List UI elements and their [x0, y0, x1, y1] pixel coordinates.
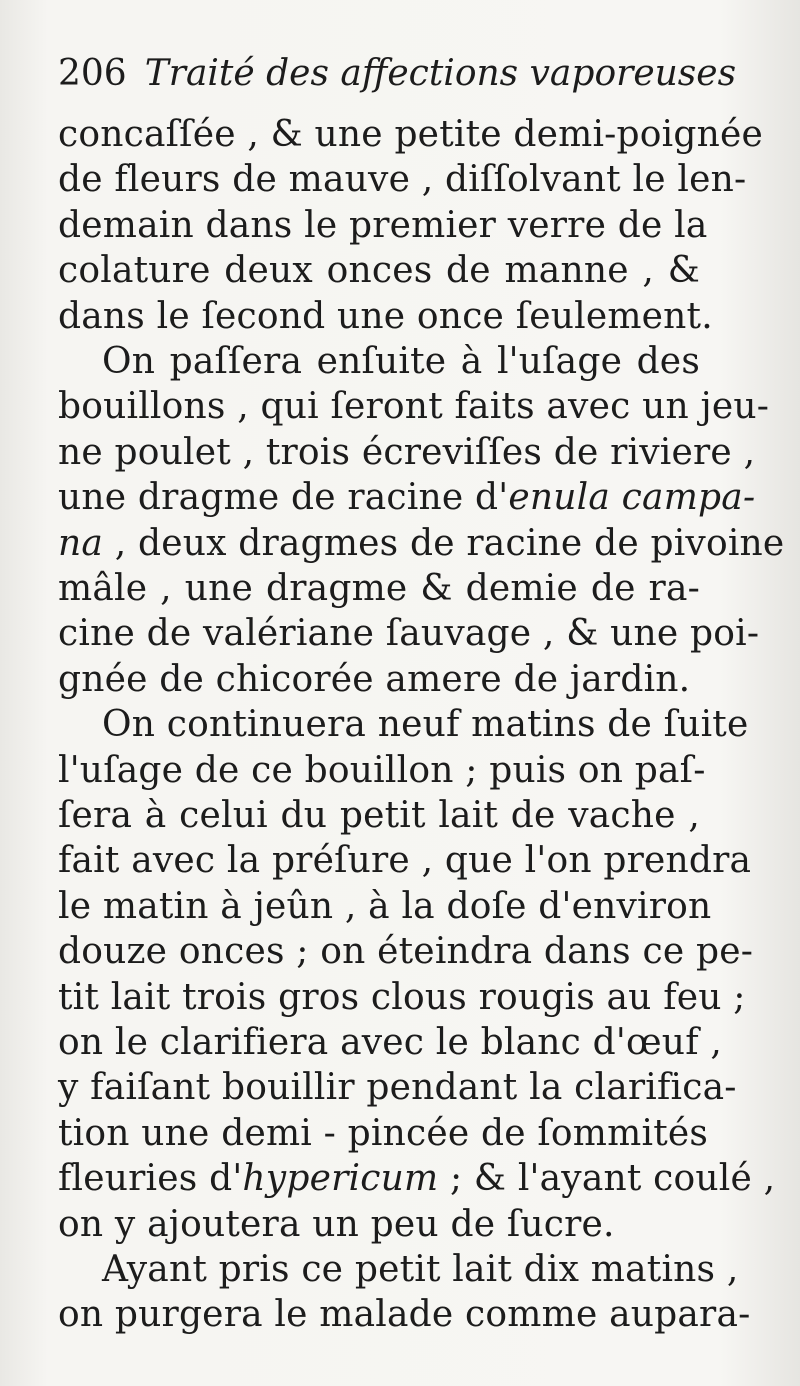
- text-run: , deux dragmes de racine de pivoine: [103, 522, 785, 564]
- text-run: On paſſera enſuite à l'uſage des: [102, 341, 700, 382]
- text-run: on purgera le malade comme aupara-: [58, 1294, 751, 1336]
- text-line: [58, 657, 700, 703]
- text-run: dans le ſecond une once ſeulement.: [58, 295, 713, 337]
- text-run: de fleurs de mauve , diſſolvant le len-: [58, 159, 747, 201]
- text-line: [58, 702, 749, 748]
- text-line: [58, 1065, 737, 1111]
- text-run: fait avec la préſure , que l'on prendra: [58, 840, 752, 882]
- text-line: [58, 975, 746, 1021]
- text-run: Ayant pris ce petit lait dix matins ,: [102, 1249, 739, 1290]
- text-line: [58, 1292, 751, 1338]
- text-run: ſera à celui du petit lait de vache ,: [58, 795, 700, 836]
- text-run: ne poulet , trois écreviſſes de riviere ,: [58, 431, 756, 473]
- text-line: [58, 1156, 776, 1202]
- italic-term: enula campa-: [508, 477, 756, 519]
- text-run: on y ajoutera un peu de ſucre.: [58, 1203, 615, 1245]
- text-run: le matin à jeûn , à la doſe d'environ: [58, 885, 712, 927]
- text-run: une dragme de racine d': [58, 477, 509, 519]
- running-title: Traité des affections vaporeuses: [144, 53, 737, 94]
- text-line: [58, 1247, 739, 1293]
- text-line: [58, 929, 754, 975]
- text-run: tit lait trois gros clous rougis au feu ;: [58, 976, 746, 1018]
- text-run: y faiſant bouillir pendant la clarifica-: [58, 1067, 737, 1109]
- text-run: fleuries d': [58, 1158, 243, 1200]
- text-run: cine de valériane ſauvage , & une poi-: [58, 613, 760, 655]
- text-line: [58, 384, 770, 430]
- text-line: [58, 748, 706, 794]
- text-run: on le clarifiera avec le blanc d'œuf ,: [58, 1022, 723, 1063]
- italic-term: hypericum: [242, 1158, 439, 1200]
- text-line: [58, 157, 747, 203]
- text-line: [58, 203, 708, 249]
- text-run: l'uſage de ce bouillon ; puis on paſ-: [58, 749, 706, 791]
- text-line: [58, 475, 756, 521]
- text-run: gnée de chicorée amere de jardin.: [58, 658, 691, 700]
- text-line: [58, 611, 760, 657]
- text-line: [58, 1111, 709, 1157]
- text-line: [58, 248, 700, 294]
- text-run: bouillons , qui ſeront faits avec un jeu-: [58, 386, 770, 428]
- text-run: douze onces ; on éteindra dans ce pe-: [58, 931, 754, 973]
- text-line: [58, 1020, 723, 1066]
- text-line: [58, 430, 756, 476]
- text-run: demain dans le premier verre de la: [58, 204, 708, 246]
- text-run: ; & l'ayant coulé ,: [438, 1158, 776, 1200]
- text-line: [58, 566, 700, 612]
- text-line: [58, 793, 700, 839]
- text-line: [58, 112, 764, 158]
- text-run: mâle , une dragme & demie de ra-: [58, 568, 700, 609]
- text-line: [58, 1202, 700, 1248]
- text-line: [58, 838, 752, 884]
- italic-term: na: [58, 522, 104, 564]
- text-run: colature deux onces de manne , &: [58, 250, 700, 292]
- text-line: [58, 884, 712, 930]
- text-run: tion une demi - pincée de ſommités: [58, 1112, 709, 1154]
- text-line: [58, 294, 713, 340]
- text-line: [58, 521, 785, 567]
- text-run: On continuera neuf matins de ſuite: [102, 704, 749, 746]
- page-number: 206: [58, 53, 127, 94]
- running-header: [58, 50, 736, 98]
- text-run: concaſſée , & une petite demi-poignée: [58, 114, 764, 155]
- text-line: [58, 339, 700, 385]
